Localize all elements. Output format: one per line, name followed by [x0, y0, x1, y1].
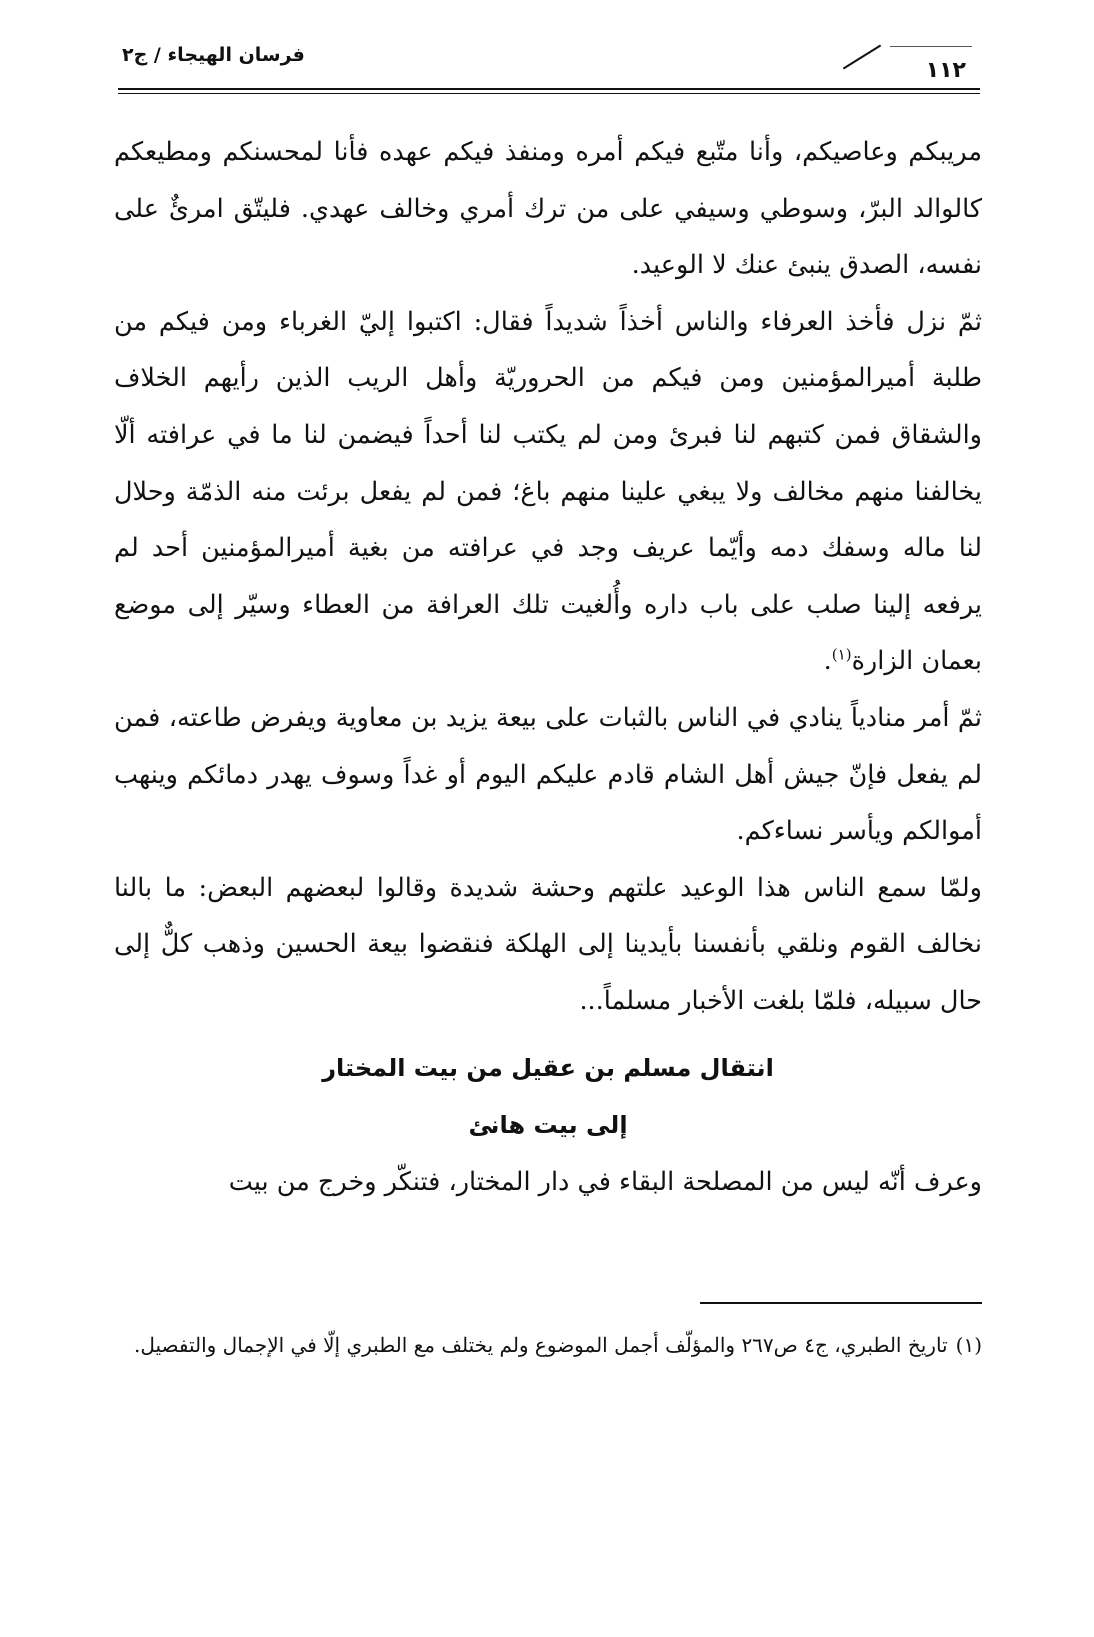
page-body [114, 124, 982, 1210]
paragraph-2-end: . [823, 646, 832, 677]
paragraph-5: وعرف أنّه ليس من المصلحة البقاء في دار المختار، فتنكّر وخرج من بيت [228, 1166, 982, 1197]
paragraph-4: ولمّا سمع الناس هذا الوعيد علتهم وحشة شديدة وقالوا لبعضهم البعض: ما بالنا نخالف القوم ونلقي بأنفسنا بأيدينا إلى الهلكة فنقضوا بيعة الحسين وذهب كلٌّ إلى حال سبيله، فلمّا بلغت الأخبار مسلماً... [114, 872, 982, 1016]
footnote-text: تاريخ الطبري، ج٤ ص٢٦٧ والمؤلّف أجمل الموضوع ولم يختلف مع الطبري إلّا في الإجمال والتفصيل. [133, 1333, 948, 1357]
header-slash-ornament [843, 44, 881, 69]
header-rule-thin [118, 93, 980, 94]
footnote-separator [700, 1302, 982, 1304]
footnote-reference: (١) [831, 645, 852, 664]
section-title-line-2: إلى بيت هانئ [468, 1110, 628, 1139]
footnotes [114, 1322, 982, 1368]
section-heading [114, 1030, 982, 1154]
footnote-mark: (١) [955, 1333, 982, 1357]
paragraph-2-text: ثمّ نزل فأخذ العرفاء والناس أخذاً شديداً فقال: اكتبوا إليّ الغرباء ومن فيكم من طلبة أميرالمؤمنين ومن فيكم من الحروريّة وأهل الريب الذين رأيهم الخلاف والشقاق فمن كتبهم لنا فبرئ ومن لم يكتب لنا أحداً فيضمن لنا ما في عرافته ألّا يخالفنا منهم مخالف ولا يبغي علينا منهم باغ؛ فمن لم يفعل برئت منه الذمّة وحلال لنا ماله وسفك دمه وأيّما عريف وجد في عرافته من بغية أميرالمؤمنين أحد لم يرفعه إلينا صلب على باب داره وأُلغيت تلك العرافة من العطاء وسيّر إلى موضع بعمان الزارة [114, 306, 982, 677]
footnote-1 [114, 1322, 982, 1368]
running-title: فرسان الهيجاء / ج٢ [122, 44, 305, 66]
page-number: ١١٢ [925, 58, 966, 83]
header-rule [118, 88, 980, 90]
paragraph-1: مريبكم وعاصيكم، وأنا متّبع فيكم أمره ومنفذ فيكم عهده فأنا لمحسنكم ومطيعكم كالوالد البرّ، وسوطي وسيفي على من ترك أمري وخالف عهدي. فليتّق امرئٌ على نفسه، الصدق ينبئ عنك لا الوعيد. [114, 137, 982, 281]
page-header [118, 38, 980, 96]
paragraph-3: ثمّ أمر منادياً ينادي في الناس بالثبات على بيعة يزيد بن معاوية ويفرض طاعته، فمن لم يفعل فإنّ جيش أهل الشام قادم عليكم اليوم أو غداً وسوف يهدر دمائكم وينهب أموالكم ويأسر نساءكم. [114, 702, 982, 847]
section-title-line-1: انتقال مسلم بن عقيل من بيت المختار [322, 1053, 774, 1082]
paragraph-2 [114, 294, 982, 690]
header-ornament [890, 46, 972, 47]
